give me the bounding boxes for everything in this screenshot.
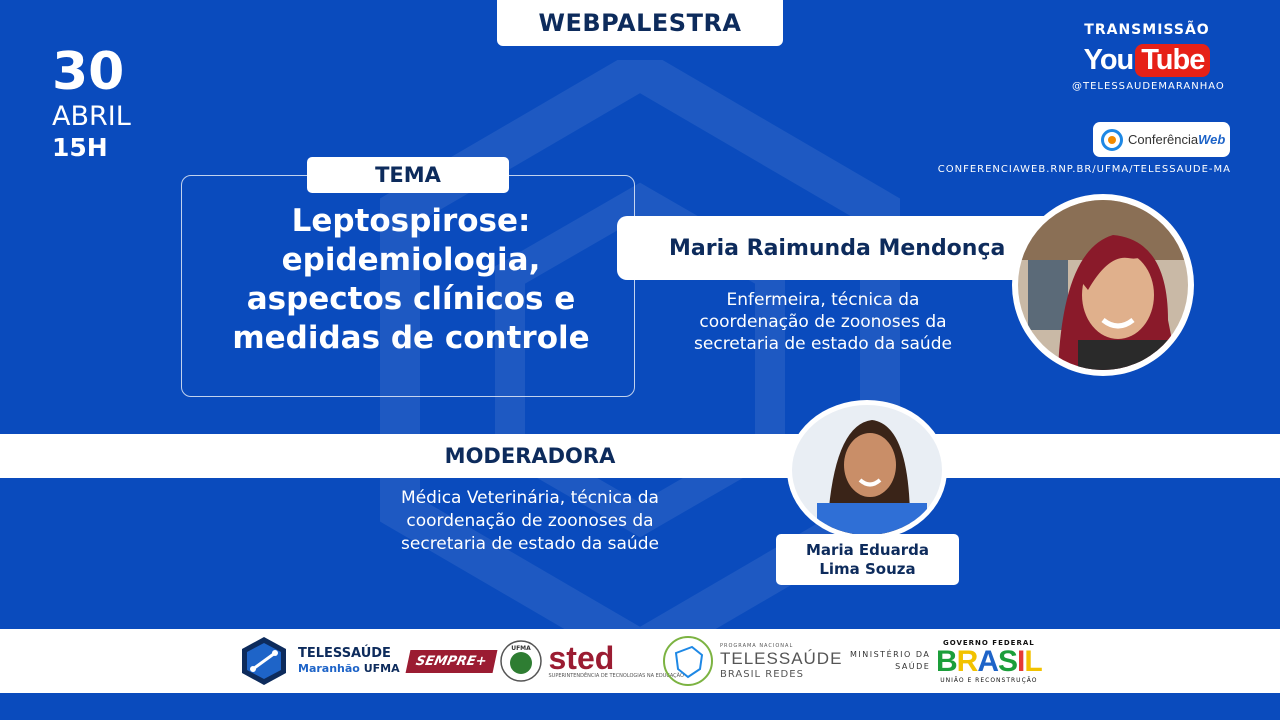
speaker-name: Maria Raimunda Mendonça [617, 216, 1047, 280]
telessaude-brasil-redes-logo [662, 634, 842, 688]
moderator-label: MODERADORA [444, 444, 616, 468]
pn-bottom: BRASIL REDES [720, 668, 804, 680]
youtube-logo-tube: Tube [1135, 44, 1210, 77]
brazil-map-icon [662, 635, 714, 687]
moderator-description [360, 487, 700, 556]
youtube-broadcast [1072, 22, 1225, 92]
speaker-avatar [1012, 194, 1194, 376]
telessaude-sub1: Maranhão [298, 662, 360, 675]
speaker-desc-line: secretaria de estado da saúde [694, 334, 952, 354]
moderator-band [0, 434, 1280, 478]
broadcast-label: TRANSMISSÃO [1084, 22, 1210, 38]
tema-title [181, 202, 641, 358]
moderator-name-line: Lima Souza [819, 559, 916, 578]
event-date [52, 44, 131, 162]
ufma-seal-text: UFMA [510, 645, 531, 652]
pn-main: TELESSAÚDE [720, 648, 843, 668]
governo-federal-logo [936, 634, 1042, 688]
telessaude-logo [238, 634, 400, 688]
telessaude-hexagon-icon [238, 635, 290, 687]
date-day: 30 [52, 42, 125, 102]
ministerio-line1: MINISTÉRIO DA [850, 650, 931, 659]
bottom-strip [0, 693, 1280, 720]
pn-top: PROGRAMA NACIONAL [720, 642, 794, 649]
moderator-desc-line: coordenação de zoonoses da [406, 511, 654, 531]
ministerio-saude-logo [850, 634, 930, 688]
conferenciaweb-icon [1101, 129, 1123, 151]
sted-logo: sted [548, 640, 615, 676]
conferenciaweb-label: ConferênciaWeb [1128, 132, 1226, 147]
speaker-desc-line: coordenação de zoonoses da [699, 312, 947, 332]
youtube-logo-you: You [1083, 44, 1134, 76]
moderator-avatar [787, 400, 947, 540]
tema-title-line: aspectos clínicos e [246, 281, 576, 317]
tema-title-line: medidas de controle [232, 320, 590, 356]
ministerio-line2: SAÚDE [895, 662, 931, 671]
speaker-description [658, 289, 988, 355]
speaker-desc-line: Enfermeira, técnica da [726, 290, 920, 310]
moderator-name-line: Maria Eduarda [806, 540, 929, 559]
speaker-photo-icon [1018, 200, 1188, 370]
gov-bottom: UNIÃO E RECONSTRUÇÃO [940, 676, 1038, 684]
youtube-logo-icon[interactable] [1072, 44, 1222, 77]
gov-word: BRASIL [936, 644, 1042, 678]
moderator-desc-line: secretaria de estado da saúde [401, 534, 659, 554]
conferenciaweb-logo[interactable] [1093, 122, 1230, 157]
sempre-sted-logos [408, 634, 684, 688]
gov-top: GOVERNO FEDERAL [942, 638, 1035, 647]
sempre-logo: SEMPRE+ [406, 650, 497, 673]
event-type-label: WEBPALESTRA [497, 0, 783, 46]
telessaude-sub2: UFMA [363, 662, 400, 675]
tema-title-line: Leptospirose: [291, 203, 531, 239]
youtube-handle[interactable]: @TELESSAUDEMARANHAO [1072, 81, 1225, 92]
telessaude-title: TELESSAÚDE [298, 646, 391, 661]
tema-label: TEMA [307, 157, 509, 193]
conferenciaweb-url[interactable]: CONFERENCIAWEB.RNP.BR/UFMA/TELESSAUDE-MA [937, 164, 1231, 175]
date-hour: 15H [52, 133, 108, 162]
ufma-seal-icon [499, 639, 543, 683]
tema-title-line: epidemiologia, [281, 242, 541, 278]
date-month: ABRIL [52, 101, 131, 132]
sted-subtitle: SUPERINTENDÊNCIA DE TECNOLOGIAS NA EDUCAÇÃO [548, 673, 684, 679]
moderator-photo-icon [792, 405, 942, 535]
moderator-name [776, 534, 959, 585]
moderator-desc-line: Médica Veterinária, técnica da [401, 488, 659, 508]
